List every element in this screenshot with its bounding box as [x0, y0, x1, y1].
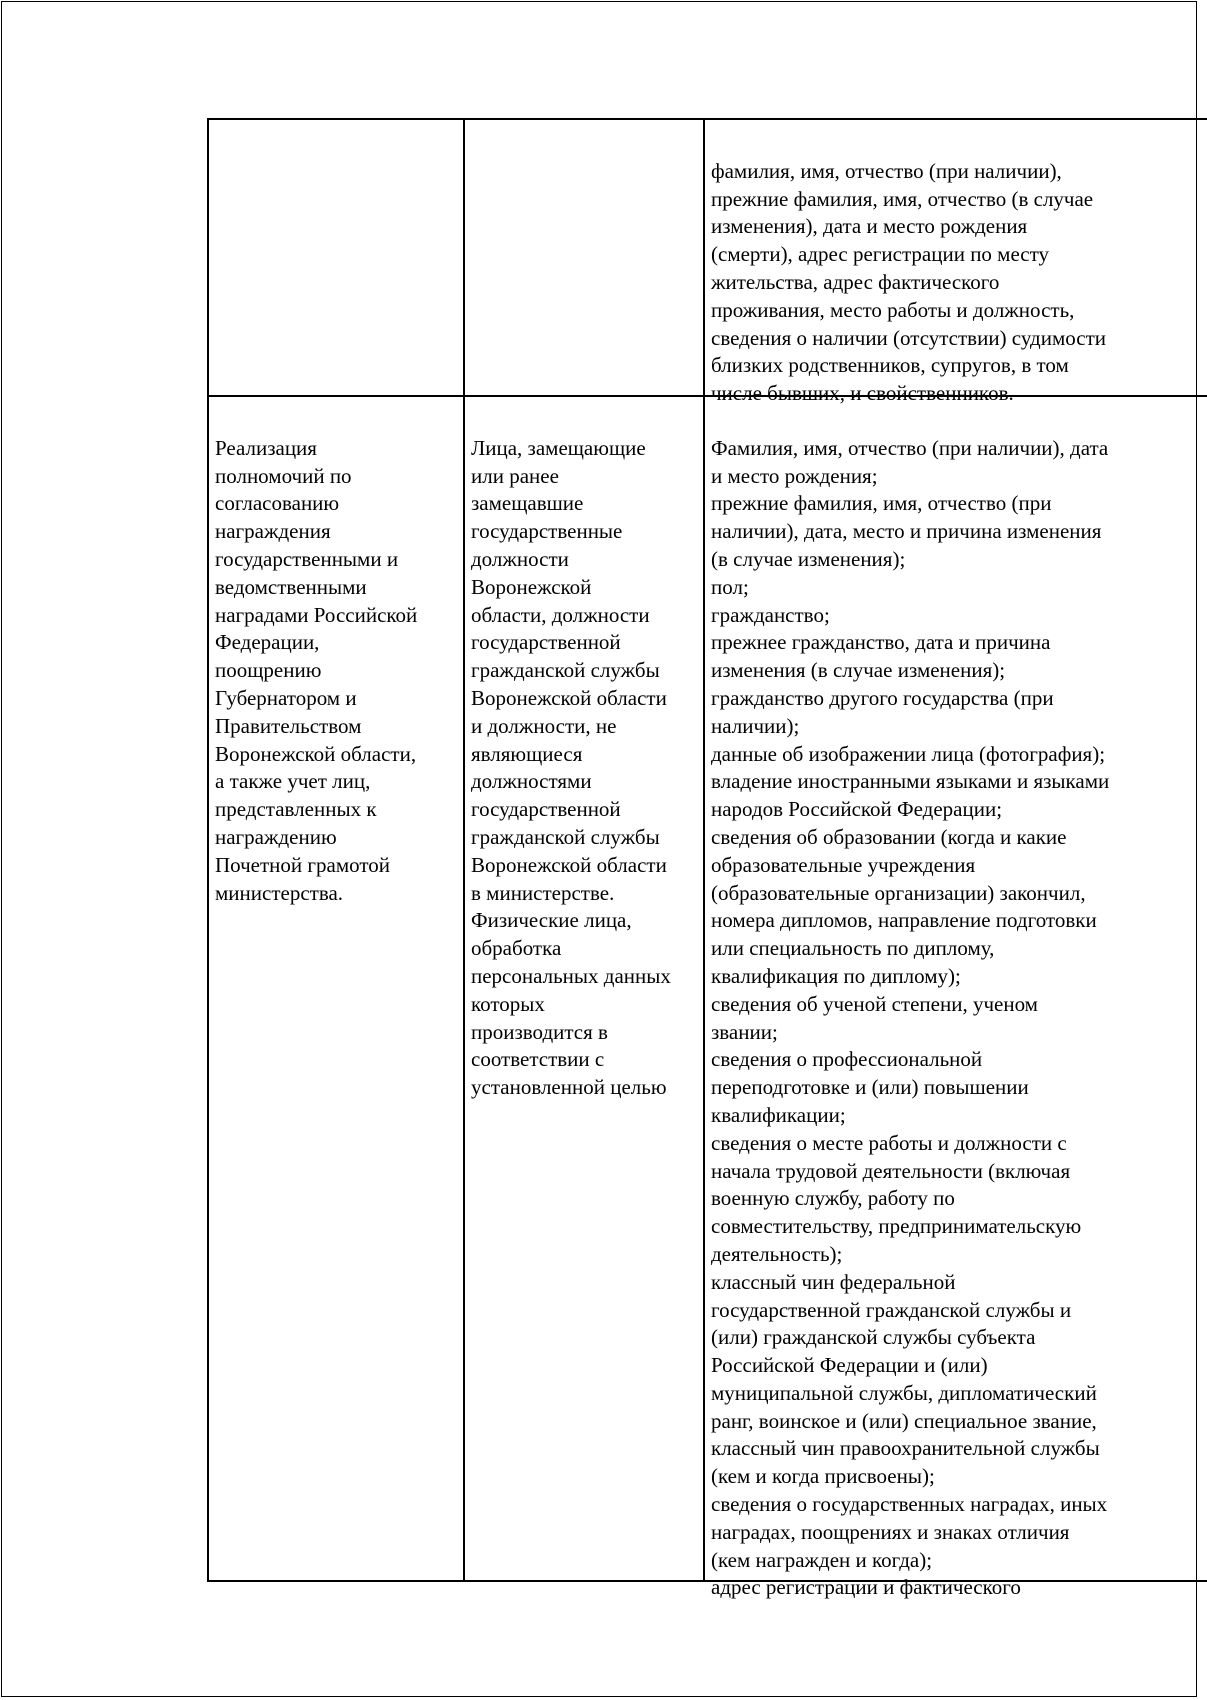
- purpose-cell: [207, 395, 463, 1582]
- data-list-cell: [703, 118, 1207, 406]
- data-list-text: фамилия, имя, отчество (при наличии), прежние фамилия, имя, отчество (в случае изменения), дата и место рождения (смерти), адрес регистрации по месту жительства, адрес фактического проживания, место работы и должность, сведения о наличии (отсутствии) судимости близких родственников, супругов, в том числе бывших, и свойственников.: [711, 158, 1107, 406]
- personal-data-table: [207, 118, 1162, 1600]
- data-list-text: Фамилия, имя, отчество (при наличии), дата и место рождения; прежние фамилия, имя, отчество (при наличии), дата, место и причина изменения (в случае изменения); пол; гражданство; прежнее гражданство, дата и причина изменения (в случае изменения); гражданство другого государства (при наличии); данные об изображении лица (фотография); владение иностранными языками и языками народов Российской Федерации; сведения об образовании (когда и какие образовательные учреждения (образовательные организации) закончил, номера дипломов, направление подготовки или специальность по диплому, квалификация по диплому); сведения об ученой степени, ученом звании; сведения о профессиональной переподготовке и (или) повышении квалификации; сведения о месте работы и должности с начала трудовой деятельности (включая военную службу, работу по совместительству, предпринимательскую деятельность); классный чин федеральной государственной гражданской службы и (или) гражданской службы субъекта Российской Федерации и (или) муниципальной службы, дипломатический ранг, воинское и (или) специальное звание, классный чин правоохранительной службы (кем и когда присвоены); сведения о государственных наградах, иных наградах, поощрениях и знаках отличия (кем награжден и когда); адрес регистрации и фактического: [711, 435, 1110, 1600]
- subjects-cell: [463, 395, 703, 1582]
- purpose-text: Реализация полномочий по согласованию награждения государственными и ведомственными наградами Российской Федерации, поощрению Губернатором и Правительством Воронежской области, а также учет лиц, представленных к награждению Почетной грамотой министерства.: [215, 435, 418, 905]
- table-row: [207, 118, 1207, 406]
- data-list-cell: [703, 395, 1207, 1600]
- subjects-cell: [463, 118, 703, 395]
- purpose-cell: [207, 118, 463, 395]
- subjects-text: Лица, замещающие или ранее замещавшие государственные должности Воронежской области, должности государственной гражданской службы Воронежской области и должности, не являющиеся должностями государственной гражданской службы Воронежской области в министерстве. Физические лица, обработка персональных данных которых производится в соответствии с установленной целью: [471, 435, 671, 1100]
- table-row: [207, 395, 1207, 1600]
